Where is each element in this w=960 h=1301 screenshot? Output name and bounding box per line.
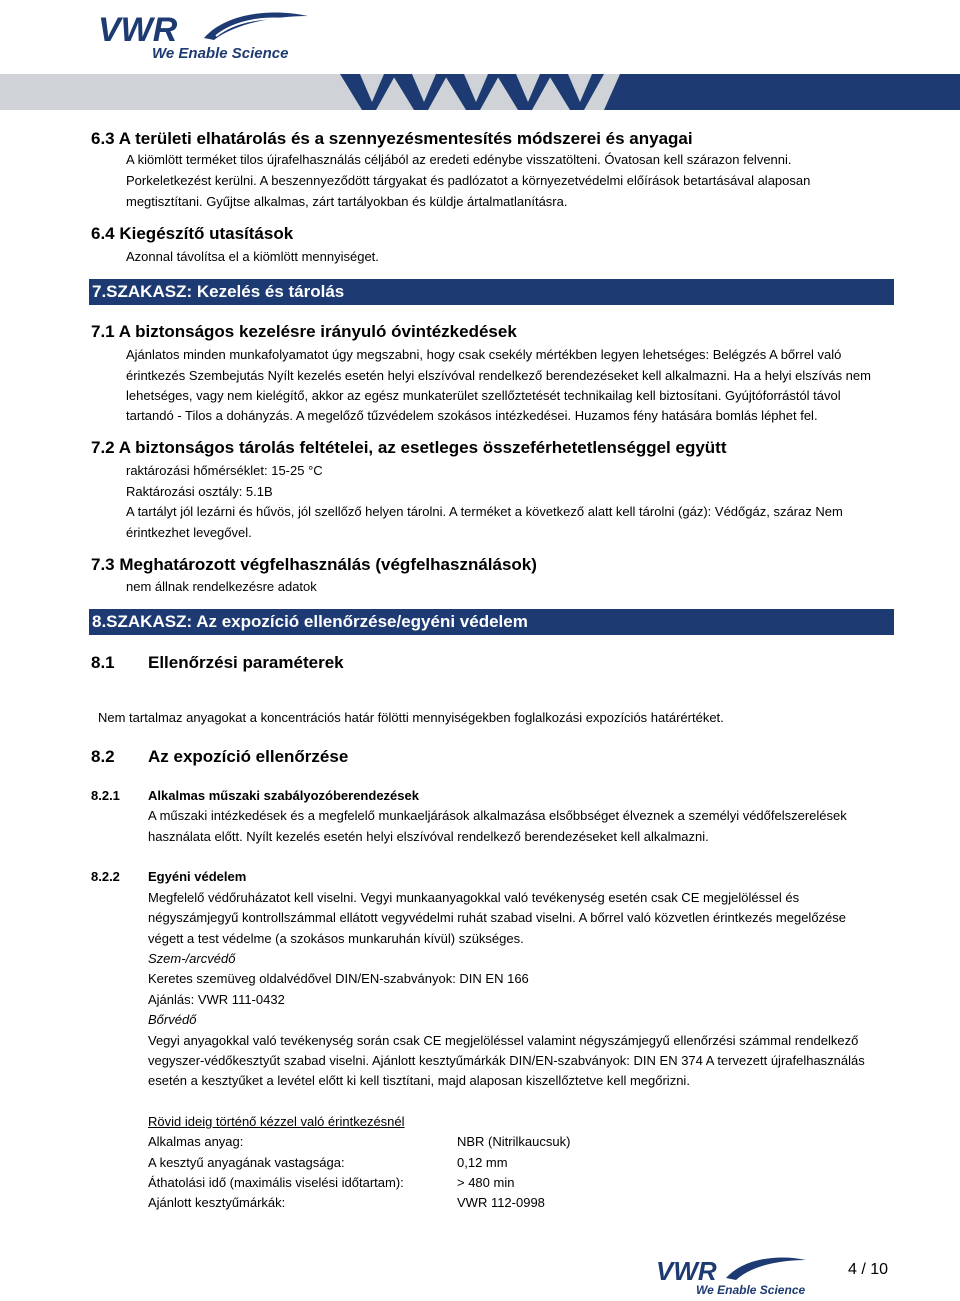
section-6-4-heading: 6.4 Kiegészítő utasítások bbox=[91, 224, 294, 243]
section-6-4-line: Azonnal távolítsa el a kiömlött mennyiséget. bbox=[126, 249, 379, 264]
section-8-2-1-heading: Alkalmas műszaki szabályozóberendezések bbox=[148, 788, 419, 803]
glove-table-title: Rövid ideig történő kézzel való érintkezésnél bbox=[148, 1114, 405, 1129]
section-6-3-line-2: Porkeletkezést kerülni. A beszennyeződött tárgyakat és padlózatot a környezetvédelmi előírások betartásával alaposan bbox=[126, 173, 811, 188]
section-8-2-2-heading: Egyéni védelem bbox=[148, 869, 247, 884]
section-7-2-line-2: Raktározási osztály: 5.1B bbox=[126, 484, 273, 499]
footer-logo-tagline: We Enable Science bbox=[696, 1283, 806, 1296]
section-8-1-heading: Ellenőrzési paraméterek bbox=[148, 653, 344, 672]
glove-table-value: 0,12 mm bbox=[457, 1155, 508, 1170]
skin-protection-line-3: esetén a kesztyűket a levétel előtt ki kell tisztítani, majd alaposan kiszellőztetve kell megőrizni. bbox=[148, 1073, 690, 1088]
section-8-2-2-line-1: Megfelelő védőruházatot kell viselni. Vegyi munkaanyagokkal való tevékenység esetén csak CE megjelöléssel és bbox=[148, 890, 800, 905]
section-8-2-2-number: 8.2.2 bbox=[91, 869, 120, 884]
section-7-1-line-4: tartandó - Tilos a dohányzás. A megelőző tűzvédelem szokásos intézkedései. Huzamos fény hatására bomlás léphet fel. bbox=[126, 408, 818, 423]
section-8-1-number: 8.1 bbox=[91, 653, 115, 672]
glove-table-label: A kesztyű anyagának vastagsága: bbox=[148, 1155, 345, 1170]
glove-table-value: VWR 112-0998 bbox=[457, 1195, 545, 1210]
logo-tagline: We Enable Science bbox=[152, 45, 289, 60]
header-band bbox=[0, 74, 960, 110]
face-protection-line-2: Ajánlás: VWR 111-0432 bbox=[148, 992, 285, 1007]
section-7-bar: 7.SZAKASZ: Kezelés és tárolás bbox=[89, 279, 894, 305]
vwr-logo bbox=[96, 8, 316, 60]
skin-protection-label: Bőrvédő bbox=[148, 1012, 197, 1027]
section-7-2-line-4: érintkezhet levegővel. bbox=[126, 525, 252, 540]
section-7-1-heading: 7.1 A biztonságos kezelésre irányuló óvintézkedések bbox=[91, 322, 517, 341]
section-6-3-line-3: megtisztítani. Gyűjtse alkalmas, zárt tartályokban és küldje ártalmatlanításra. bbox=[126, 194, 568, 209]
page-number: 4 / 10 bbox=[848, 1261, 889, 1278]
glove-table-label: Ajánlott kesztyűmárkák: bbox=[148, 1195, 286, 1210]
section-7-2-line-1: raktározási hőmérséklet: 15-25 °C bbox=[126, 463, 323, 478]
section-7-2-heading: 7.2 A biztonságos tárolás feltételei, az esetleges összeférhetetlenséggel együtt bbox=[91, 438, 727, 457]
section-7-2-line-3: A tartályt jól lezárni és hűvös, jól szellőző helyen tárolni. A terméket a következő alatt kell tárolni (gáz): Védőgáz, száraz Nem bbox=[126, 504, 843, 519]
section-6-3-line-1: A kiömlött terméket tilos újrafelhasználás céljából az eredeti edénybe visszatölteni. Óvatosan kell szárazon felvenni. bbox=[126, 152, 792, 167]
section-8-bar: 8.SZAKASZ: Az expozíció ellenőrzése/egyéni védelem bbox=[89, 609, 894, 635]
face-protection-line-1: Keretes szemüveg oldalvédővel DIN/EN-szabványok: DIN EN 166 bbox=[148, 971, 529, 986]
face-protection-label: Szem-/arcvédő bbox=[148, 951, 236, 966]
section-7-1-line-2: érintkezés Szembejutás Nyílt kezelés esetén helyi elszívóval rendelkező berendezéseket kell alkalmazni. Ha a helyi elszívás nem bbox=[126, 368, 871, 383]
section-8-2-1-line-2: használata előtt. Nyílt kezelés esetén helyi elszívóval rendelkező berendezéseket kell alkalmazni. bbox=[148, 829, 709, 844]
glove-table-label: Alkalmas anyag: bbox=[148, 1134, 244, 1149]
section-8-2-heading: Az expozíció ellenőrzése bbox=[148, 747, 349, 766]
section-6-3-heading: 6.3 A területi elhatárolás és a szennyezésmentesítés módszerei és anyagai bbox=[91, 129, 693, 148]
section-7-1-line-1: Ajánlatos minden munkafolyamatot úgy megszabni, hogy csak csekély mértékben legyen lehetséges: Belégzés A bőrrel való bbox=[126, 347, 842, 362]
glove-table-value: NBR (Nitrilkaucsuk) bbox=[457, 1134, 571, 1149]
skin-protection-line-1: Vegyi anyagokkal való tevékenység során csak CE megjelöléssel valamint négyszámjegyű ellenőrzési számmal rendelkező bbox=[148, 1033, 859, 1048]
section-8-1-line: Nem tartalmaz anyagokat a koncentrációs határ fölötti mennyiségekben foglalkozási expozíciós határértéket. bbox=[98, 710, 724, 725]
glove-table-label: Áthatolási idő (maximális viselési időtartam): bbox=[148, 1175, 404, 1190]
footer-vwr-logo bbox=[654, 1252, 809, 1296]
section-8-2-2-line-2: négyszámjegyű kontrollszámmal ellátott vegyvédelmi ruhát szabad viselni. A bőrrel való közvetlen érintkezés megelőzése bbox=[148, 910, 847, 925]
skin-protection-line-2: vegyszer-védőkesztyűt szabad viselni. Ajánlott kesztyűmárkák DIN/EN-szabványok: DIN EN 374 A tervezett újrafelhasználás bbox=[148, 1053, 865, 1068]
section-7-1-line-3: lehetséges, vagy nem kielégítő, akkor az egész munkaterület szellőztetését technikailag kell biztosítani. Gyújtóforrástól távol bbox=[126, 388, 841, 403]
section-8-2-1-number: 8.2.1 bbox=[91, 788, 120, 803]
section-8-2-2-line-3: végett a test védelme (a szokásos munkaruhán kívül) szükséges. bbox=[148, 931, 524, 946]
logo-text: VWR bbox=[98, 11, 178, 49]
glove-table-value: > 480 min bbox=[457, 1175, 515, 1190]
section-8-2-1-line-1: A műszaki intézkedések és a megfelelő munkaeljárások alkalmazása elsőbbséget élveznek a személyi védőfelszerelések bbox=[148, 808, 847, 823]
section-7-3-line: nem állnak rendelkezésre adatok bbox=[126, 579, 317, 594]
footer-logo-text: VWR bbox=[656, 1256, 717, 1286]
section-8-2-number: 8.2 bbox=[91, 747, 115, 766]
section-7-3-heading: 7.3 Meghatározott végfelhasználás (végfelhasználások) bbox=[91, 555, 537, 574]
